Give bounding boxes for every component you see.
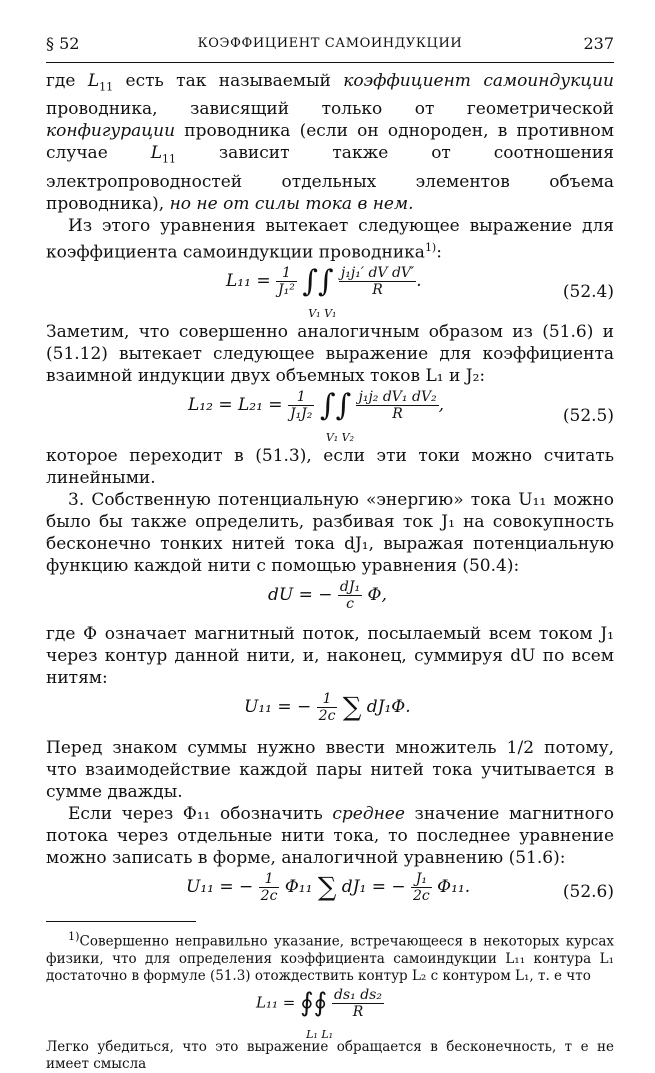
- footnote-rule: [46, 921, 196, 922]
- paragraph-7: Перед знаком суммы нужно ввести множитель 1/2 потому, что взаимодействие каждой пары нитей тока учитывается в сумме дважды.: [46, 738, 614, 803]
- section-number: § 52: [46, 34, 80, 53]
- eq-term: Φ₁₁: [284, 877, 313, 898]
- eq-lhs: U₁₁ = −: [244, 697, 312, 718]
- footnote: [46, 928, 614, 1073]
- emphasis: но не от силы тока в нем.: [169, 193, 414, 214]
- eq-num: 1: [317, 691, 338, 708]
- term-configuration: конфигурации: [46, 121, 176, 142]
- eq-den: 2c: [413, 888, 430, 905]
- eq-num: j₁j₁′ dV dV′: [340, 265, 415, 282]
- eq-num: J₁: [411, 871, 432, 888]
- paragraph-6: где Φ означает магнитный поток, посылаемый всем током J₁ через контур данной нити, и, наконец, суммируя dU по всем нитям:: [46, 624, 614, 689]
- eq-lhs: L₁₁ =: [226, 271, 271, 292]
- paragraph-4: которое переходит в (51.3), если эти токи можно считать линейными.: [46, 446, 614, 489]
- eq-num: dJ₁: [339, 579, 361, 596]
- eq-lhs: U₁₁ = −: [186, 877, 254, 898]
- header-rule: [46, 62, 614, 63]
- text: Из этого уравнения вытекает следующее выражение для коэффициента самоиндукции проводника: [46, 215, 614, 263]
- eq-lhs: L₁₂ = L₂₁ =: [188, 395, 283, 416]
- text: проводника, зависящий только от геометрической: [46, 99, 614, 120]
- eq-num: 1: [259, 871, 280, 888]
- equation-52-6: [46, 869, 614, 915]
- eq-num: ds₁ ds₂: [333, 986, 382, 1003]
- double-integral: ∫∫ V₁ V₁: [302, 267, 333, 297]
- integral-limits: L₁ L₁: [306, 1028, 334, 1042]
- eq-num: j₁j₂ dV₁ dV₂: [358, 389, 437, 406]
- eq-tail: dJ₁Φ.: [366, 697, 411, 718]
- integral-limits: V₁ V₂: [325, 430, 355, 444]
- page-body: [46, 70, 614, 1073]
- running-title: КОЭФФИЦИЕНТ САМОИНДУКЦИИ: [197, 36, 463, 51]
- symbol-l: L: [87, 71, 100, 91]
- paragraph-5: 3. Собственную потенциальную «энергию» тока U₁₁ можно было бы также определить, разбивая ток J₁ на совокупность бесконечно тонких нитей тока dJ₁, выражая потенциальную функцию каждой нити с помощью уравнения (50.4):: [46, 490, 614, 577]
- text: где: [46, 71, 88, 91]
- sum-sign: ∑: [342, 692, 362, 723]
- eq-den: R: [372, 282, 383, 299]
- equation-number: (52.6): [562, 882, 614, 903]
- term-average: среднее: [332, 804, 405, 825]
- text: проводника (если он однороден, в противном случае: [46, 121, 614, 164]
- footnote-text: Совершенно неправильно указание, встречающееся в некоторых курсах физики, что для определения коэффициента самоиндукции L₁₁ контура L₁ достаточно в формуле (51.3) отождествить контур L₂ с контуром L₁, т. е что: [46, 933, 614, 984]
- eq-den: c: [346, 596, 354, 613]
- term-self-inductance: коэффициент самоиндукции: [343, 71, 615, 91]
- eq-term: dJ₁ = −: [341, 877, 406, 898]
- equation-number: (52.4): [562, 282, 614, 303]
- equation-footnote: [46, 985, 614, 1042]
- equation-number: (52.5): [562, 406, 614, 427]
- double-integral: ∫∫ V₁ V₂: [320, 391, 351, 421]
- paragraph-1: где $L_{11}$ есть так называемый коэффициент самоиндукции проводника, зависящий только от геометрической конфигурации проводника (если он однороден, в противном случае $L_{11}$ зависит также от соотношения электропроводностей отдельных элементов объема проводника), но не от силы тока в нем.: [46, 71, 615, 214]
- equation-52-4: [46, 263, 614, 321]
- integral-limits: V₁ V₁: [308, 306, 337, 320]
- eq-den: R: [392, 406, 403, 423]
- paragraph-2: [46, 215, 614, 264]
- eq-den: J₁²: [277, 282, 295, 299]
- text: :: [436, 242, 442, 263]
- sum-sign: ∑: [317, 872, 337, 903]
- equation-dU: [46, 577, 614, 623]
- eq-den: R: [352, 1003, 364, 1020]
- eq-num: 1: [276, 265, 297, 282]
- eq-tail: ,: [438, 395, 445, 416]
- text: значение магнитного потока через отдельные нити тока, то последнее уравнение можно записать в форме, аналогичной уравнению (51.6):: [46, 804, 614, 869]
- text: есть так называемый: [113, 71, 344, 91]
- footnote-text-2: Легко убедиться, что это выражение обращается в бесконечность, т е не имеет смысла: [46, 1038, 614, 1072]
- footnote-mark: 1): [68, 930, 80, 944]
- eq-den: J₁J₂: [289, 406, 313, 423]
- eq-tail: Φ,: [367, 585, 387, 606]
- footnote-mark: 1): [424, 240, 437, 254]
- eq-den: 2c: [318, 708, 336, 725]
- contour-integral: ∮∮ L₁ L₁: [300, 988, 327, 1018]
- page-number: 237: [583, 34, 614, 53]
- equation-52-5: [46, 387, 614, 445]
- eq-lhs: L₁₁ =: [256, 993, 296, 1012]
- text: Если через Φ₁₁ обозначить: [68, 804, 333, 825]
- running-header: [46, 30, 614, 52]
- text: зависит также от соотношения электропроводностей отдельных элементов объема проводника),: [46, 143, 614, 214]
- eq-tail: Φ₁₁.: [437, 877, 471, 898]
- eq-lhs: dU = −: [268, 585, 333, 606]
- paragraph-8: [46, 803, 614, 869]
- equation-U11: [46, 689, 614, 737]
- eq-den: 2c: [260, 888, 278, 905]
- eq-tail: .: [416, 271, 422, 292]
- paragraph-3: Заметим, что совершенно аналогичным образом из (51.6) и (51.12) вытекает следующее выражение для коэффициента взаимной индукции двух объемных токов L₁ и J₂:: [46, 322, 614, 387]
- eq-num: 1: [288, 389, 314, 406]
